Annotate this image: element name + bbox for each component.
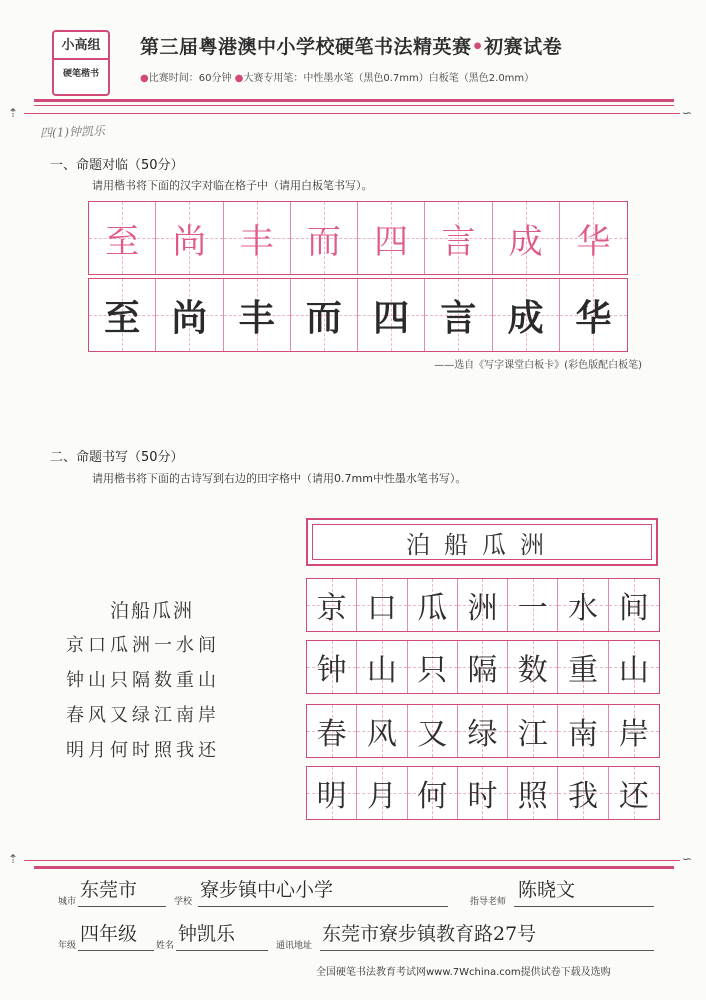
practice-cell [358,279,425,351]
poem-cell-char: 数 [517,653,548,688]
poem-cell [408,767,458,819]
scissor-left-icon: ⇡ [8,852,19,866]
poem-title: 泊船瓜洲 [110,600,195,622]
name-underline [176,950,268,951]
practice-cell-char: 成 [507,297,544,339]
poem-cell-char: 何 [417,779,448,814]
poem-cell [458,705,508,757]
teacher-underline [514,906,654,907]
model-cell-char: 丰 [239,221,274,262]
poem-grid-row [306,640,660,694]
poem-cell [307,641,357,693]
badge-group-label: 小高组 [61,38,101,53]
poem-cell [458,579,508,631]
poem-cell [508,579,558,631]
poem-cell [508,705,558,757]
poem-cell-char: 一 [517,591,548,626]
poem-cell [357,641,407,693]
page-title [140,32,562,59]
poem-cell-char: 我 [568,779,599,814]
poem-cell-char: 口 [366,591,397,626]
cut-line-top [24,113,680,114]
practice-cell [156,279,223,351]
meta-pens: 大赛专用笔：中性墨水笔（黑色0.7mm）白板笔（黑色2.0mm） [243,73,535,84]
model-cell [358,202,425,274]
city-field[interactable]: 东莞市 [80,879,138,901]
poem-cell [307,579,357,631]
practice-cell [560,279,627,351]
handwritten-note: 四(1)钟凯乐 [39,123,106,141]
model-cell-char: 言 [441,221,476,262]
poem-cell [458,641,508,693]
section2-instruction: 请用楷书将下面的古诗写到右边的田字格中（请用0.7mm中性墨水笔书写）。 [92,472,467,485]
poem-cell [458,767,508,819]
grade-label: 年级 [58,941,77,951]
footer-note: 全国硬笔书法教育考试网www.7Wchina.com提供试卷下载及选购 [316,967,611,978]
poem-cell-char: 春 [316,717,347,752]
poem-cell [408,641,458,693]
exam-meta [140,69,534,84]
poem-cell [357,579,407,631]
poem-cell-char: 重 [568,653,599,688]
poem-cell-char: 月 [366,779,397,814]
model-cell-char: 华 [576,221,611,262]
poem-cell [357,705,407,757]
poem-cell [408,705,458,757]
address-label: 通讯地址 [276,941,313,951]
model-cell [156,202,223,274]
model-cell [493,202,560,274]
poem-cell [558,579,608,631]
poem-cell-char: 洲 [467,591,498,626]
scissor-right-icon: ∽ [682,106,693,120]
practice-cell [493,279,560,351]
model-cell [560,202,627,274]
practice-cell-char: 丰 [238,297,275,339]
practice-cell [89,279,156,351]
model-cell [224,202,291,274]
poem-cell-char: 只 [417,653,448,688]
practice-grid [88,278,628,352]
badge-style-label: 硬笔楷书 [62,69,99,79]
title-separator: • [471,36,485,58]
title-sub: 初赛试卷 [484,36,563,58]
poem-cell [558,641,608,693]
poem-line: 京口瓜洲一水间 [66,635,220,656]
poem-cell-char: 京 [316,591,347,626]
poem-cell [609,579,659,631]
practice-cell-char: 华 [575,297,612,339]
meta-bullet-icon: ● [140,73,149,84]
poem-cell [558,705,608,757]
model-cell-char: 至 [105,221,140,262]
group-badge [52,30,110,96]
practice-cell-char: 而 [305,297,342,339]
poem-cell-char: 间 [618,591,649,626]
model-cell-char: 成 [508,221,543,262]
poem-cell [609,641,659,693]
poem-cell [609,767,659,819]
poem-cell [609,705,659,757]
poem-cell-char: 绿 [467,717,498,752]
scissor-right-icon: ∽ [682,852,693,866]
footer-rule [34,866,674,869]
poem-cell [307,767,357,819]
teacher-label: 指导老师 [470,897,507,907]
poem-grid-row [306,704,660,758]
model-cell-char: 四 [374,221,409,262]
name-label: 姓名 [156,941,175,951]
meta-time: 比赛时间：60分钟 [148,73,232,84]
poem-line: 明月何时照我还 [66,740,220,761]
city-label: 城市 [58,897,77,907]
title-main: 第三届粤港澳中小学校硬笔书法精英赛 [140,36,472,58]
grade-underline [78,950,154,951]
poem-cell-char: 还 [618,779,649,814]
poem-cell-char: 时 [467,779,498,814]
city-underline [78,906,166,907]
meta-bullet-icon: ● [234,73,244,84]
address-underline [320,950,654,951]
poem-cell-char: 又 [417,717,448,752]
school-field[interactable]: 寮步镇中心小学 [200,879,334,901]
poem-line: 春风又绿江南岸 [66,705,220,726]
practice-cell-char: 言 [440,297,477,339]
scissor-left-icon: ⇡ [8,106,19,120]
poem-cell-char: 岸 [618,717,649,752]
poem-title-box [306,518,658,566]
poem-cell [408,579,458,631]
cut-line-bottom [24,860,680,861]
poem-cell [357,767,407,819]
poem-cell-char: 风 [366,717,397,752]
badge-divider [54,58,108,60]
poem-cell-char: 瓜 [417,591,448,626]
practice-cell-char: 至 [104,297,141,339]
poem-cell-char: 山 [618,653,649,688]
poem-cell [508,641,558,693]
written-poem-title: 泊船瓜洲 [406,530,558,559]
grade-field[interactable]: 四年级 [80,923,138,945]
school-label: 学校 [174,897,193,907]
section1-title: 一、命题对临（50分） [50,158,184,173]
model-cell-char: 尚 [172,221,207,262]
poem-cell [508,767,558,819]
model-cell [425,202,492,274]
poem-cell-char: 山 [366,653,397,688]
address-field[interactable]: 东莞市寮步镇教育路27号 [322,923,537,945]
poem-cell-char: 水 [568,591,599,626]
poem-cell-char: 明 [316,779,347,814]
model-cell [291,202,358,274]
practice-cell [425,279,492,351]
poem-cell-char: 南 [568,717,599,752]
poem-line: 钟山只隔数重山 [66,670,220,691]
model-grid [88,201,628,275]
poem-cell-char: 江 [517,717,548,752]
poem-grid-row [306,766,660,820]
header-rule-thin [34,105,674,106]
practice-cell [291,279,358,351]
poem-cell-char: 照 [517,779,548,814]
teacher-field[interactable]: 陈晓文 [518,879,576,901]
poem-cell [558,767,608,819]
name-field[interactable]: 钟凯乐 [178,923,236,945]
practice-cell [224,279,291,351]
poem-cell-char: 隔 [467,653,498,688]
source-citation: ——选自《写字课堂白板卡》(彩色版配白板笔) [434,360,642,371]
poem-cell [307,705,357,757]
header-rule [34,99,674,102]
section1-instruction: 请用楷书将下面的汉字对临在格子中（请用白板笔书写）。 [92,179,373,192]
poem-cell-char: 钟 [316,653,347,688]
poem-grid-row [306,578,660,632]
practice-cell-char: 尚 [171,297,208,339]
model-cell [89,202,156,274]
practice-cell-char: 四 [373,297,410,339]
school-underline [198,906,448,907]
section2-title: 二、命题书写（50分） [50,450,184,465]
model-cell-char: 而 [306,221,341,262]
